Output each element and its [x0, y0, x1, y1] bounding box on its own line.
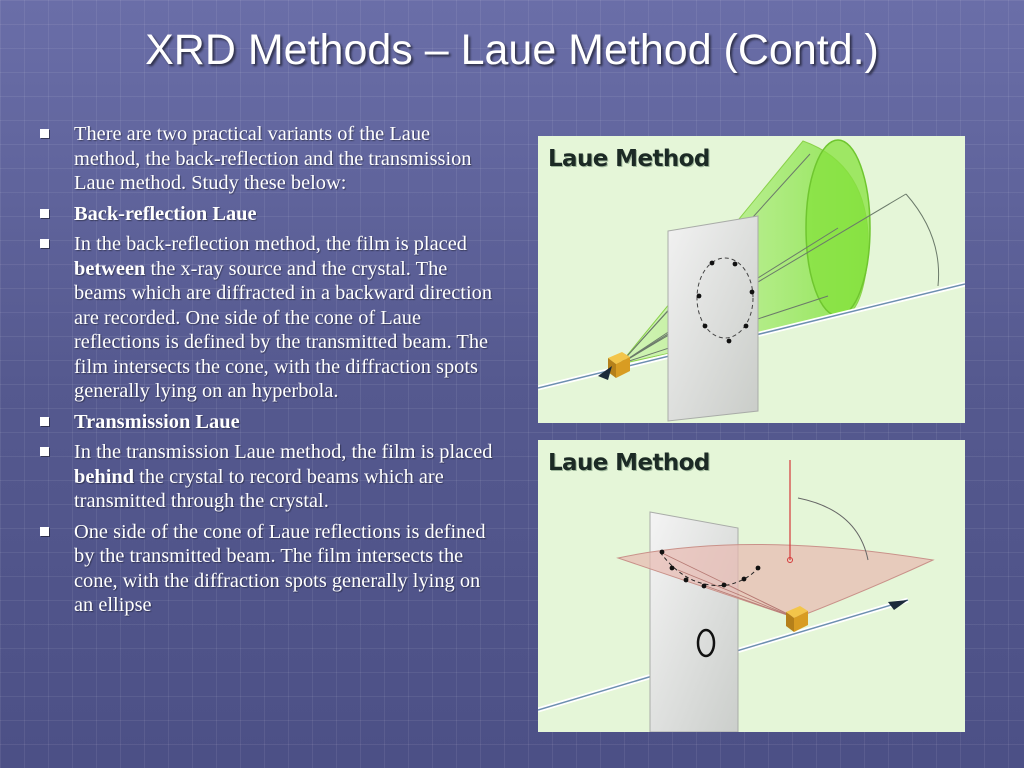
figure-label: Laue Method	[548, 450, 710, 476]
figure-label: Laue Method	[548, 146, 710, 172]
back-reflection-diagram	[538, 136, 965, 423]
bullet-text: the x-ray source and the crystal. The beams which are diffracted in a backward direction are recorded. One side of the cone of Laue reflections is defined by the transmitted beam. The film intersects the cone, with the diffraction spots generally lying on an hyperbola.	[74, 257, 493, 402]
bullet-trans-heading	[36, 410, 498, 435]
bullet-trans-desc	[36, 440, 498, 514]
bullet-bold-text: behind	[74, 465, 135, 488]
bullet-marker-icon	[40, 417, 49, 426]
bullet-text: One side of the cone of Laue reflections is defined by the transmitted beam. The film intersects the cone, with the diffraction spots generally lying on an ellipse	[74, 520, 486, 616]
bullet-text: In the back-reflection method, the film is placed	[74, 233, 467, 255]
bullet-text: In the transmission Laue method, the film is placed	[74, 441, 493, 463]
film-plate	[668, 216, 758, 421]
bullet-intro	[36, 122, 498, 196]
bullet-bold-text: between	[74, 257, 146, 280]
figure-back-reflection	[538, 136, 965, 423]
bullet-bold-text: Back-reflection Laue	[74, 202, 257, 225]
bullet-text: the crystal to record beams which are transmitted through the crystal.	[74, 465, 444, 512]
bullet-back-heading	[36, 202, 498, 227]
angle-arc	[906, 194, 939, 286]
bullet-marker-icon	[40, 129, 49, 138]
bullet-list	[36, 122, 498, 624]
crystal-cube	[608, 352, 630, 378]
bullet-text: There are two practical variants of the Laue method, the back-reflection and the transmission Laue method. Study these below:	[74, 123, 472, 194]
figure-transmission	[538, 440, 965, 732]
bullet-marker-icon	[40, 239, 49, 248]
bullet-marker-icon	[40, 209, 49, 218]
bullet-marker-icon	[40, 447, 49, 456]
beam-arrowhead	[888, 600, 908, 610]
slide-title: XRD Methods – Laue Method (Contd.)	[145, 26, 879, 74]
transmission-diagram	[538, 440, 965, 732]
bullet-back-desc	[36, 232, 498, 404]
bullet-trans-cone	[36, 520, 498, 618]
bullet-marker-icon	[40, 527, 49, 536]
bullet-bold-text: Transmission Laue	[74, 410, 240, 433]
